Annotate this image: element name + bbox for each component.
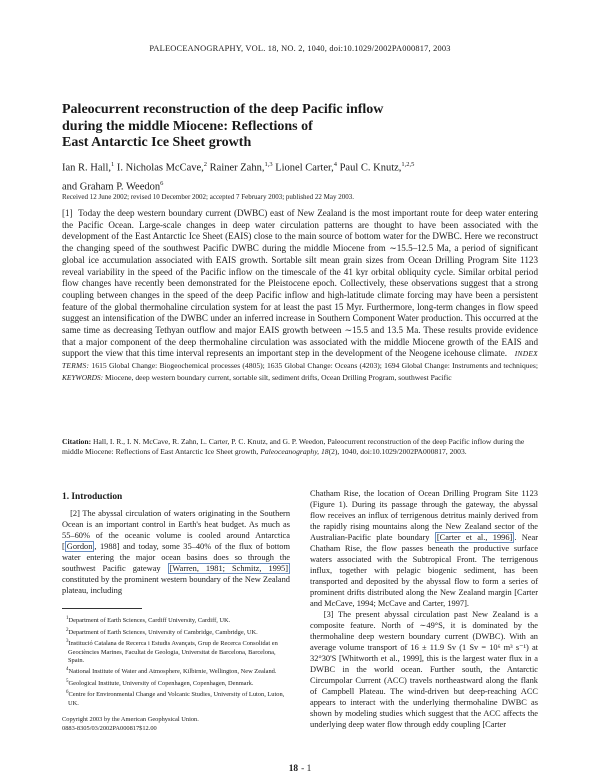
footnote-number: 4: [66, 667, 69, 673]
citation: [62, 437, 538, 458]
title-line-2: during the middle Miocene: Reflections of: [62, 118, 313, 134]
footnote-text: Department of Earth Sciences, Cardiff University, Cardiff, UK.: [68, 617, 231, 625]
footnote-number: 6: [66, 690, 69, 696]
copyright-line: Copyright 2003 by the American Geophysical Union.: [62, 716, 199, 724]
paragraph-text: , 1988] and today, some 35–40% of the flux of bottom water entering the major ocean basins does so through the southwest Pacific gateway: [62, 542, 290, 573]
reference-link-carter[interactable]: [Carter et al., 1996]: [436, 533, 513, 542]
author-name: and Graham P. Weedon: [62, 181, 161, 192]
footnote: [62, 627, 290, 638]
page-number-bold: 18: [288, 764, 299, 774]
copyright: [62, 716, 290, 733]
page-number-rest: - 1: [301, 764, 312, 774]
title-line-3: East Antarctic Ice Sheet growth: [62, 135, 252, 150]
reference-link-gordon[interactable]: Gordon: [66, 542, 93, 551]
body-paragraph-continued: [310, 488, 538, 609]
footnote-text: National Institute of Water and Atmosphere, Kilbirnie, Wellington, New Zealand.: [68, 668, 277, 676]
paragraph-marker: [2]: [70, 509, 80, 518]
body-paragraph: [62, 508, 290, 596]
running-header: PALEOCEANOGRAPHY, VOL. 18, NO. 2, 1040, doi:10.1029/2002PA000817, 2003: [149, 44, 451, 53]
paragraph-text: . Near Chatham Rise, the flow passes beneath the productive surface waters associated with the Subtropical Front. The terrigenous influx, together with pelagic biogenic sediment, has been transported and deposited by the abyssal flow to form a series of prominent drifts distributed along the New Zealand margin [Carter and McCave, 1994; McCave and Carter, 1997].: [310, 533, 538, 608]
footnote-rule: [62, 608, 142, 609]
issn-line: 0883-8305/03/2002PA000817$12.00: [62, 724, 157, 732]
author-affil: 1: [111, 161, 115, 168]
paragraph-text: The present abyssal circulation past New Zealand is a composite feature. North of ∼49°S, it is dominated by the thermohaline deep western boundary current (DWBC). With an average volume transport of 16 ± 11.9 Sv (1 Sv = 10⁶ m³ s⁻¹) at 32°30'S [Whitworth et al., 1999], this is the largest water flux in a DWBC in the world ocean. Further south, the Antarctic Circumpolar Current (ACC) travels northeastward along the flank of Campbell Plateau. The wind-driven but deep-reaching ACC appears to interact with the underlying thermohaline DWBC as shown by modeling studies which suggest that the ACC affects the underlying deep water flow through eddy coupling [Carter: [310, 610, 538, 729]
paragraph-text: constituted by the prominent western boundary of the New Zealand plateau, including: [62, 575, 290, 595]
author-affil: 6: [160, 179, 164, 187]
footnote: [62, 678, 290, 689]
citation-text-end: (2), 1040, doi:10.1029/2002PA000817, 2003.: [328, 447, 467, 457]
index-terms: 1615 Global Change: Biogeochemical processes (4805); 1635 Global Change: Oceans (4203); 1694 Global Change: Instruments and techniques;: [89, 361, 538, 371]
footnote-number: 1: [66, 616, 69, 621]
keywords: Miocene, deep western boundary current, sortable silt, sediment drifts, Ocean Drilling Program, southwest Pacific: [103, 372, 452, 382]
footnote: [62, 666, 290, 677]
paragraph-text: The abyssal circulation of waters originating in the Southern Ocean is an important control in Earth's heat budget. As much as 55–60% of the oceanic volume is cooled around Antarctica [: [62, 509, 291, 551]
author-name: Lionel Carter,: [272, 162, 334, 174]
author-name: Rainer Zahn,: [207, 162, 265, 174]
citation-text: Hall, I. R., I. N. McCave, R. Zahn, L. Carter, P. C. Knutz, and G. P. Weedon, Paleocurrent reconstruction of the deep Pacific inflow during the middle Miocene: Reflections of East Antarctic Ice Sheet growth,: [62, 437, 525, 457]
paragraph-text: Chatham Rise, the location of Ocean Drilling Program Site 1123 (Figure 1). During its passage through the gateway, the abyssal flow receives an influx of terrigenous detritus mainly derived from the rapidly rising mountains along the New Zealand sector of the Australian-Pacific plate boundary: [310, 489, 538, 542]
author-name: Paul C. Knutz,: [336, 162, 402, 174]
title-line-1: Paleocurrent reconstruction of the deep Pacific inflow: [62, 102, 384, 117]
left-column: [62, 488, 290, 733]
author-affil: 2: [203, 161, 208, 168]
footnote-text: Centre for Environmental Change and Volcanic Studies, University of Luton, Luton, UK.: [68, 691, 285, 707]
citation-label: Citation:: [62, 437, 92, 446]
right-column: [310, 488, 538, 730]
received-dates: Received 12 June 2002; revised 10 December 2002; accepted 7 February 2003; published 22 May 2003.: [62, 193, 354, 201]
author-affil: 1,2,5: [401, 161, 415, 168]
author-affil: 4: [333, 161, 337, 168]
index-terms-label: INDEX TERMS:: [62, 349, 538, 371]
footnote: [62, 638, 290, 665]
page-number: [0, 764, 600, 774]
section-heading: 1. Introduction: [62, 492, 123, 502]
author-name: Ian R. Hall,: [62, 162, 111, 174]
footnote-text: Department of Earth Sciences, University of Cambridge, Cambridge, UK.: [68, 628, 258, 636]
abstract-text: Today the deep western boundary current (DWBC) east of New Zealand is the most important route for deep water entering the Pacific Ocean. Large-scale changes in deep water circulation patterns are thought to have been associated with the development of the East Antarctic Ice Sheet (EAIS) close to the main source of bottom water for the DWBC. Here we reconstruct the changing speed of the southwest Pacific DWBC during the middle Miocene from ∼15.5–12.5 Ma, a period of significant global ice accumulation associated with EAIS growth. Sortable silt mean grain sizes from Ocean Drilling Program Site 1123 reveal variability in the speed of the Pacific inflow on the timescale of the 41 kyr orbital obliquity cycle. Similar orbital period flow changes have recently been demonstrated for the Pleistocene epoch. Collectively, these observations suggest that a strong coupling between changes in the speed of the deep Pacific inflow and high-latitude climate forcing may have been a persistent feature of the global thermohaline circulation system for at least the past 15 Myr. Furthermore, long-term changes in flow speed suggest an intensification of the DWBC under an inferred increase in Southern Component Water production. This occurred at the same time as decreasing Tethyan outflow and major EAIS growth between ∼15.5 and 13.5 Ma. These results provide evidence that a major component of the deep thermohaline circulation was associated with the middle Miocene growth of the EAIS and support the view that this time interval represents an important step in the development of the Neogene icehouse climate.: [62, 208, 538, 359]
author-name: I. Nicholas McCave,: [114, 162, 204, 174]
footnote: [62, 615, 290, 626]
footnote-text: Institució Catalana de Recerca i Estudis Avançats, Grup de Recerca Consolidat en Geociències Marines, Facultat de Geologia, Universitat de Barcelona, Barcelona, Spain.: [68, 640, 278, 664]
abstract: [62, 208, 538, 384]
citation-journal: Paleoceanography, 18: [260, 447, 329, 457]
paragraph-marker: [1]: [62, 208, 73, 218]
footnote-number: 3: [66, 639, 69, 645]
author-affil: 1,3: [264, 161, 273, 168]
keywords-label: KEYWORDS:: [62, 372, 104, 382]
article-title: [62, 102, 462, 152]
footnotes: [62, 615, 290, 708]
paragraph-marker: [3]: [323, 610, 334, 619]
footnote-number: 5: [66, 678, 69, 684]
footnote: [62, 689, 290, 708]
body-paragraph: [310, 609, 538, 730]
footnote-text: Geological Institute, University of Copenhagen, Copenhagen, Denmark.: [68, 680, 254, 688]
footnote-number: 2: [66, 627, 69, 633]
author-list: [62, 157, 542, 194]
reference-link-warren-schmitz[interactable]: [Warren, 1981; Schmitz, 1995]: [169, 564, 288, 573]
